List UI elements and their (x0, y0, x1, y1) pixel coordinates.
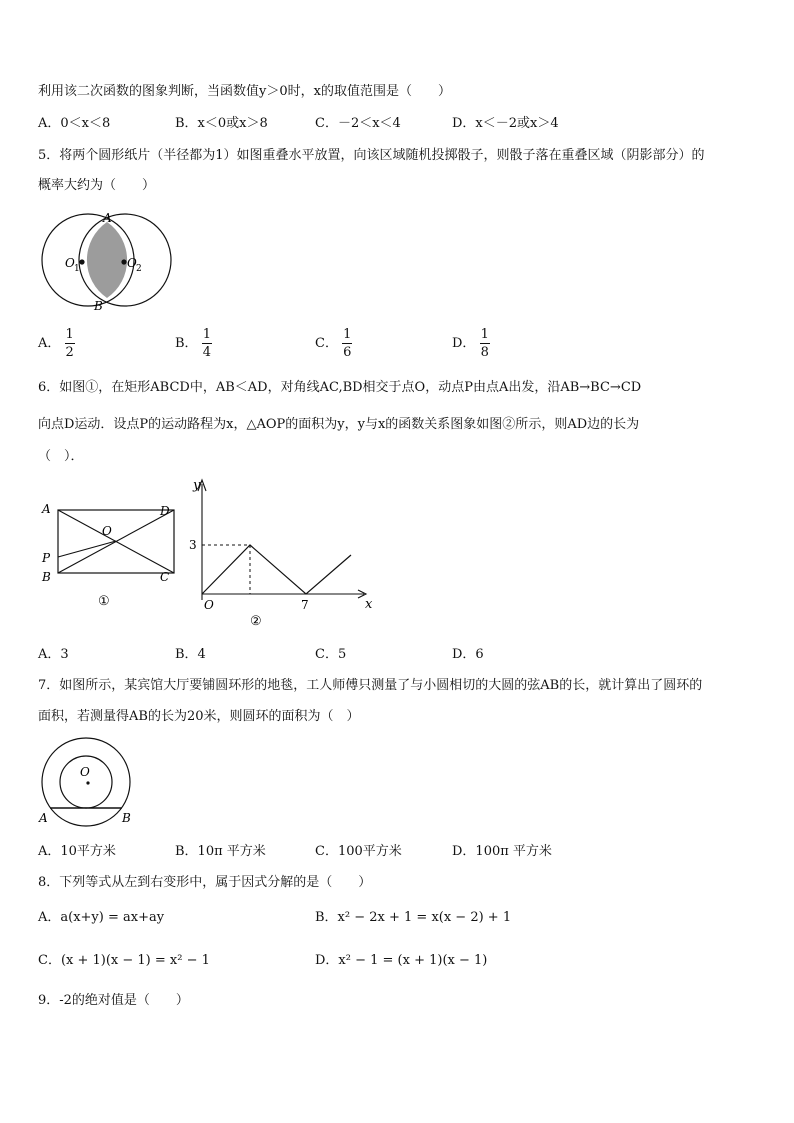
q6-function-line (202, 545, 351, 594)
q5-option-a-letter: A． (38, 336, 61, 351)
q6-fig1-label-a: A (42, 502, 51, 516)
q7-label-o: O (80, 765, 90, 779)
q5-label-o2: O (127, 256, 137, 270)
q4-option-b: B．x＜0或x＞8 (175, 116, 268, 131)
q5-option-b-fraction: $\frac{1}{4}$ (202, 327, 211, 360)
q6-figure1-rectangle (36, 495, 186, 630)
q6-fig2-label-x: x (365, 597, 373, 612)
q5-figure-two-circles (36, 212, 176, 312)
q8-option-d: D．x² − 1 = (x + 1)(x − 1) (315, 953, 488, 968)
q7-option-c: C．100平方米 (315, 844, 402, 859)
q6-option-b: B．4 (175, 647, 206, 662)
q6-fig2-label-o: O (204, 598, 214, 612)
q5-label-o1-sub: 1 (74, 264, 80, 274)
q5-option-d-fraction: $\frac{1}{8}$ (480, 327, 489, 360)
q5-option-b-letter: B． (175, 336, 198, 351)
q8-stem: 8．下列等式从左到右变形中，属于因式分解的是（ ） (38, 875, 372, 890)
q6-stem-line1: 6．如图①，在矩形ABCD中，AB＜AD，对角线AC,BD相交于点O，动点P由点A出发，沿AB→BC→CD (38, 380, 642, 395)
q5-center-o2-dot (121, 259, 126, 264)
q6-segment-po (58, 541, 116, 557)
q6-option-d: D．6 (452, 647, 484, 662)
q7-inner-circle (60, 756, 112, 808)
q5-option-c-fraction: $\frac{1}{6}$ (343, 327, 352, 360)
q5-option-a-fraction: $\frac{1}{2}$ (65, 327, 74, 360)
q6-stem-line3: （ ）． (38, 449, 84, 464)
q5-label-a: A (103, 211, 112, 225)
q7-stem-line1: 7．如图所示，某宾馆大厅要铺圆环形的地毯，工人师傅只测量了与小圆相切的大圆的弦AB的长，就计算出了圆环的 (38, 678, 703, 693)
q6-fig1-label-o: O (102, 524, 112, 538)
q8-option-b: B．x² − 2x + 1 = x(x − 2) + 1 (315, 910, 512, 925)
q6-fig1-label-b: B (42, 570, 51, 584)
q5-option-d (452, 328, 490, 359)
q4-stem: 利用该二次函数的图象判断，当函数值y＞0时，x的取值范围是（ ） (38, 84, 451, 99)
q6-fig2-label-seven: 7 (301, 598, 309, 612)
q6-option-c: C．5 (315, 647, 347, 662)
q4-option-a: A．0＜x＜8 (38, 116, 111, 131)
q5-option-c-letter: C． (315, 336, 338, 351)
q4-option-c: C．－2＜x＜4 (315, 116, 401, 131)
q6-fig1-caption: ① (98, 594, 110, 609)
q7-option-d: D．100π 平方米 (452, 844, 552, 859)
q4-option-d: D．x＜－2或x＞4 (452, 116, 559, 131)
q9-stem: 9．-2的绝对值是（ ） (38, 993, 189, 1008)
q6-stem-line2: 向点D运动．设点P的运动路程为x，△AOP的面积为y，y与x的函数关系图象如图②所示，则AD边的长为 (38, 417, 640, 432)
q6-fig1-label-c: C (160, 570, 170, 584)
q7-option-b: B．10π 平方米 (175, 844, 266, 859)
q7-outer-circle (42, 738, 130, 826)
q5-label-b: B (94, 299, 103, 313)
q8-option-c: C．(x + 1)(x − 1) = x² − 1 (38, 953, 210, 968)
q7-center-dot (86, 781, 89, 784)
q5-stem-line2: 概率大约为（ ） (38, 178, 156, 193)
q7-label-a: A (39, 811, 48, 825)
q5-center-o1-dot (79, 259, 84, 264)
q6-fig2-label-three: 3 (189, 538, 197, 552)
q7-label-b: B (122, 811, 131, 825)
q6-fig1-label-d: D (160, 504, 170, 518)
q6-figure2-graph (180, 476, 380, 631)
q5-label-o1: O (65, 256, 75, 270)
q5-option-b (175, 328, 212, 359)
q7-stem-line2: 面积，若测量得AB的长为20米，则圆环的面积为（ ） (38, 709, 360, 724)
q6-fig2-label-y: y (193, 478, 201, 493)
q6-option-a: A．3 (38, 647, 69, 662)
q7-figure-annulus (36, 738, 146, 833)
q8-option-a: A．a(x+y) = ax+ay (38, 910, 165, 925)
q6-fig2-caption: ② (250, 614, 262, 629)
q7-option-a: A．10平方米 (38, 844, 116, 859)
q5-overlap-shaded-region (87, 222, 127, 298)
q6-fig1-label-p: P (42, 551, 51, 565)
q5-option-c (315, 328, 352, 359)
q5-option-a (38, 328, 75, 359)
q5-stem-line1: 5．将两个圆形纸片（半径都为1）如图重叠水平放置，向该区域随机投掷骰子，则骰子落在重叠区域（阴影部分）的 (38, 148, 705, 163)
q5-option-d-letter: D． (452, 336, 476, 351)
q5-label-o2-sub: 2 (136, 264, 142, 274)
